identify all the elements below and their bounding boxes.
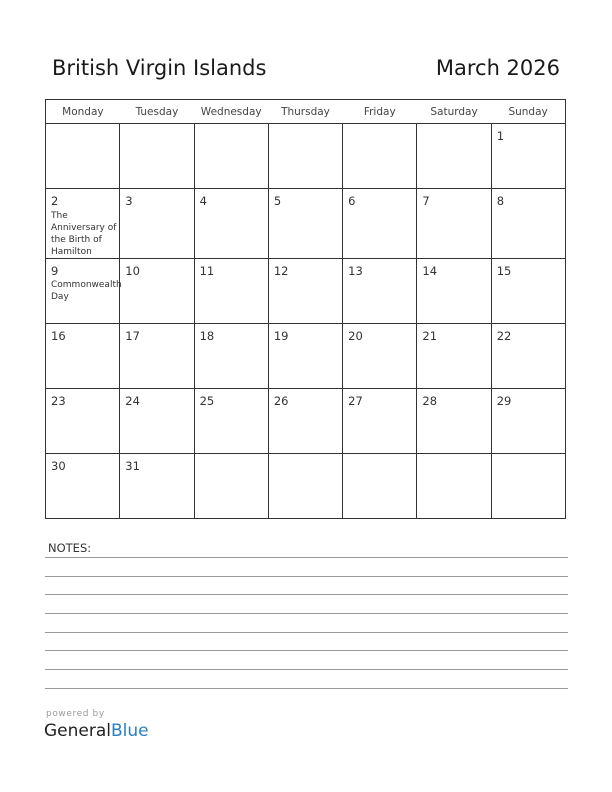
holiday-label: The Anniversary of the Birth of Hamilton bbox=[51, 210, 117, 257]
week-row bbox=[46, 388, 566, 453]
weekday-header: Saturday bbox=[417, 100, 491, 124]
week-row bbox=[46, 258, 566, 323]
day-cell bbox=[268, 323, 342, 388]
month-year-title: March 2026 bbox=[435, 56, 560, 80]
day-cell bbox=[194, 258, 268, 323]
day-number: 18 bbox=[199, 328, 215, 343]
day-number bbox=[417, 124, 490, 131]
day-cell bbox=[194, 323, 268, 388]
day-cell bbox=[417, 323, 491, 388]
note-line bbox=[45, 594, 568, 595]
brand-blue: Blue bbox=[111, 721, 149, 741]
week-row bbox=[46, 453, 566, 518]
weekday-header: Tuesday bbox=[120, 100, 194, 124]
day-cell bbox=[194, 189, 268, 259]
weekday-header: Sunday bbox=[491, 100, 565, 124]
notes-label: NOTES: bbox=[48, 541, 92, 555]
day-cell bbox=[46, 189, 120, 259]
day-cell bbox=[194, 124, 268, 189]
day-number: 19 bbox=[273, 328, 289, 343]
day-number: 17 bbox=[125, 328, 140, 343]
day-number: 24 bbox=[125, 393, 140, 408]
day-cell bbox=[194, 388, 268, 453]
note-line bbox=[45, 632, 568, 633]
day-cell bbox=[417, 258, 491, 323]
note-line bbox=[45, 557, 568, 558]
day-number: 7 bbox=[422, 194, 430, 208]
powered-by-text: powered by bbox=[46, 709, 105, 719]
day-cell bbox=[46, 124, 120, 189]
calendar-body bbox=[46, 124, 566, 519]
day-cell bbox=[120, 258, 194, 323]
weekday-header: Monday bbox=[46, 100, 120, 124]
day-cell bbox=[120, 388, 194, 453]
day-cell bbox=[417, 189, 491, 259]
weekday-header: Thursday bbox=[268, 100, 342, 124]
day-cell bbox=[491, 124, 565, 189]
note-line bbox=[45, 688, 568, 689]
day-cell bbox=[194, 453, 268, 518]
day-cell bbox=[46, 388, 120, 453]
day-number: 5 bbox=[273, 194, 282, 208]
day-cell bbox=[343, 388, 417, 453]
week-row bbox=[46, 323, 566, 388]
day-cell bbox=[343, 453, 417, 518]
day-number bbox=[492, 454, 565, 461]
day-number bbox=[269, 454, 342, 461]
note-line bbox=[45, 576, 568, 577]
day-number bbox=[46, 124, 119, 131]
day-number: 16 bbox=[51, 328, 66, 343]
holiday-label: Commonwealth Day bbox=[51, 280, 122, 302]
day-number: 6 bbox=[348, 194, 356, 208]
day-cell bbox=[268, 453, 342, 518]
day-cell bbox=[417, 453, 491, 518]
day-number: 20 bbox=[348, 328, 363, 343]
week-row bbox=[46, 189, 566, 259]
weekday-header: Friday bbox=[343, 100, 417, 124]
day-number: 14 bbox=[422, 263, 438, 278]
weekday-header: Wednesday bbox=[194, 100, 268, 124]
day-number: 29 bbox=[496, 393, 512, 408]
day-cell bbox=[417, 388, 491, 453]
day-cell bbox=[120, 189, 194, 259]
day-cell bbox=[417, 124, 491, 189]
day-cell bbox=[46, 258, 120, 323]
day-number: 31 bbox=[125, 458, 140, 473]
day-number bbox=[195, 454, 268, 461]
day-cell bbox=[120, 124, 194, 189]
day-number: 9 bbox=[51, 263, 59, 278]
day-number: 22 bbox=[496, 328, 512, 343]
day-number: 11 bbox=[199, 263, 215, 278]
day-cell bbox=[268, 258, 342, 323]
day-number: 25 bbox=[199, 393, 215, 408]
day-number: 30 bbox=[51, 458, 66, 473]
day-cell bbox=[343, 258, 417, 323]
day-cell bbox=[491, 323, 565, 388]
day-cell bbox=[268, 189, 342, 259]
day-number bbox=[195, 124, 268, 131]
day-cell bbox=[343, 189, 417, 259]
day-number: 21 bbox=[422, 328, 438, 343]
day-number bbox=[343, 454, 416, 461]
day-number bbox=[120, 124, 193, 131]
day-number: 23 bbox=[51, 393, 66, 408]
day-cell bbox=[491, 189, 565, 259]
day-cell bbox=[343, 124, 417, 189]
day-number: 15 bbox=[496, 263, 512, 278]
country-title: British Virgin Islands bbox=[52, 56, 267, 80]
day-number: 28 bbox=[422, 393, 438, 408]
day-number: 26 bbox=[273, 393, 289, 408]
day-number: 13 bbox=[348, 263, 363, 278]
week-row bbox=[46, 124, 566, 189]
day-cell bbox=[46, 323, 120, 388]
note-line bbox=[45, 613, 568, 614]
day-number bbox=[417, 454, 490, 461]
day-cell bbox=[268, 388, 342, 453]
day-number: 27 bbox=[348, 393, 363, 408]
calendar-grid bbox=[45, 99, 566, 519]
note-line bbox=[45, 650, 568, 651]
day-cell bbox=[120, 323, 194, 388]
day-number: 10 bbox=[125, 263, 140, 278]
day-cell bbox=[491, 453, 565, 518]
day-number bbox=[343, 124, 416, 131]
day-cell bbox=[491, 388, 565, 453]
day-number: 3 bbox=[125, 194, 133, 208]
note-line bbox=[45, 669, 568, 670]
day-number: 12 bbox=[273, 263, 289, 278]
day-cell bbox=[343, 323, 417, 388]
day-number: 8 bbox=[496, 194, 505, 208]
day-number: 1 bbox=[496, 129, 505, 143]
brand-logo bbox=[44, 721, 149, 741]
weekday-header-row bbox=[46, 100, 566, 124]
day-number bbox=[269, 124, 342, 131]
day-cell bbox=[268, 124, 342, 189]
day-number: 4 bbox=[199, 194, 207, 208]
brand-general: General bbox=[44, 721, 111, 741]
day-cell bbox=[120, 453, 194, 518]
day-cell bbox=[491, 258, 565, 323]
day-number: 2 bbox=[51, 194, 59, 208]
day-cell bbox=[46, 453, 120, 518]
